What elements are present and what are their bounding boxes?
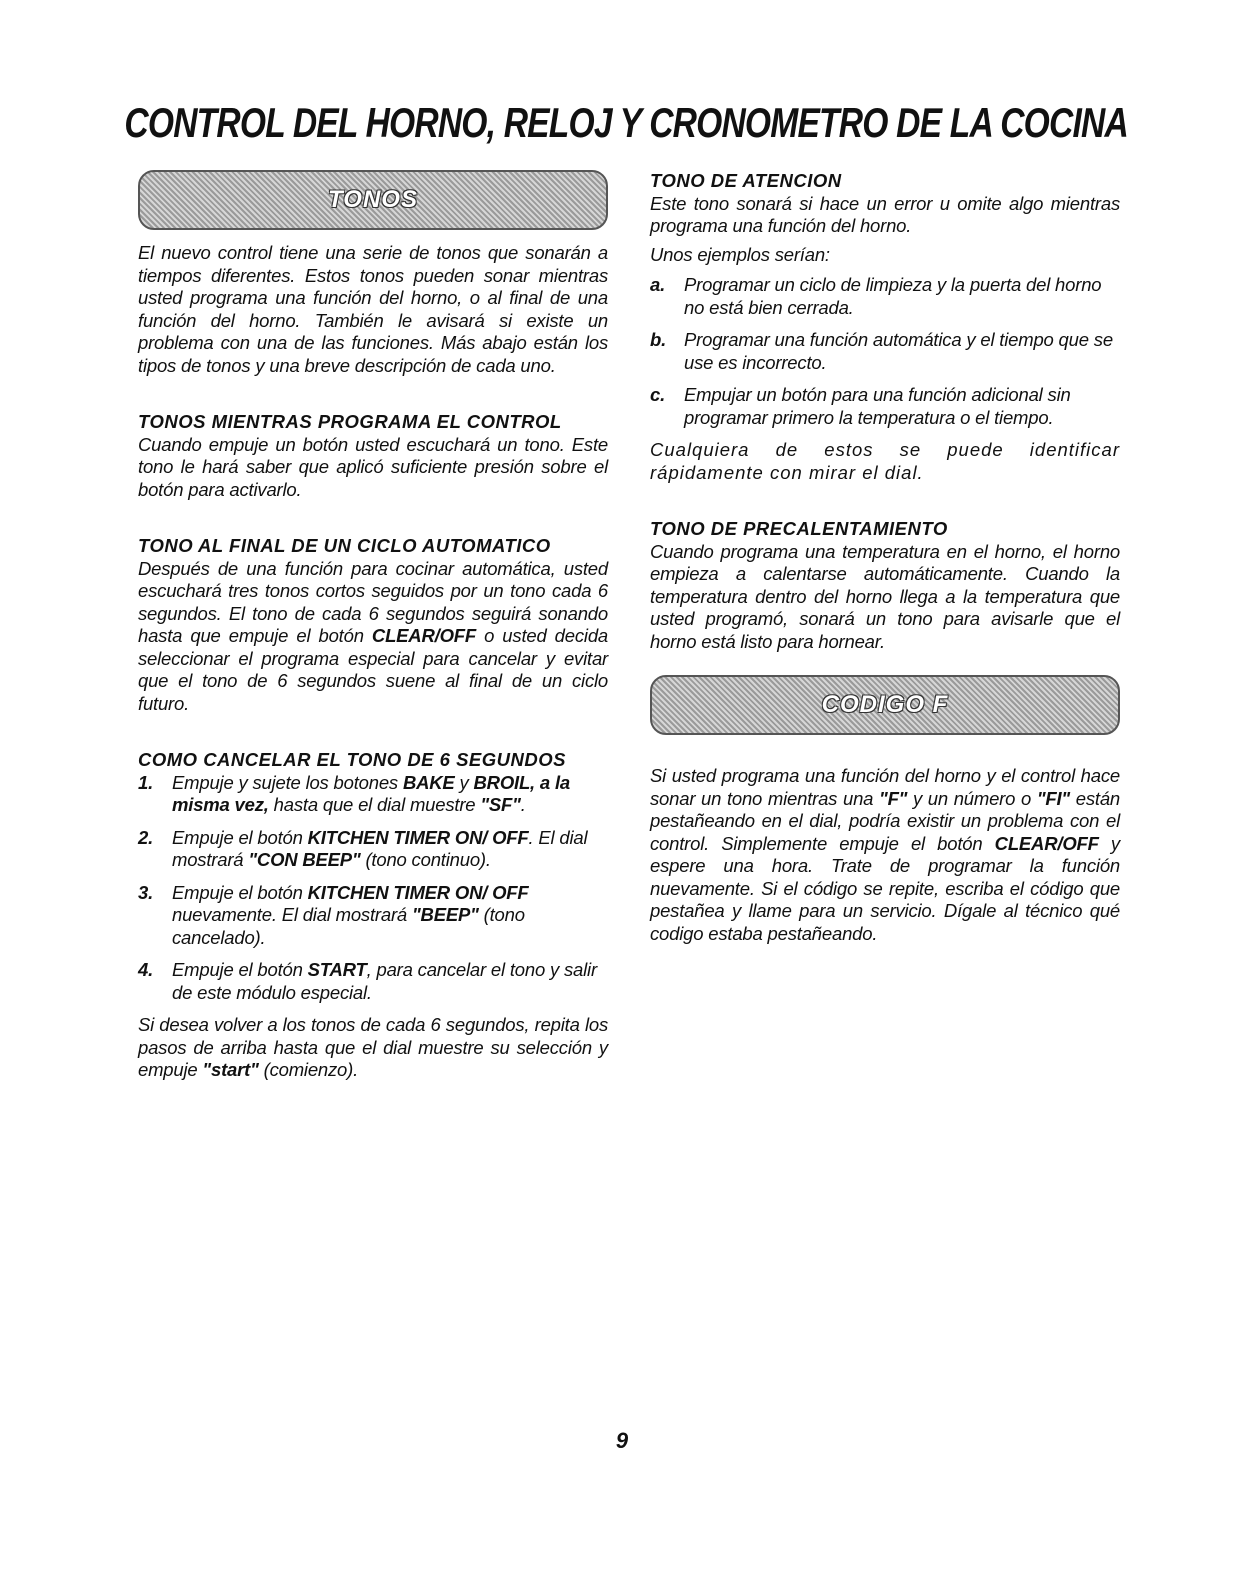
- codigo-banner: CODIGO F: [650, 675, 1120, 735]
- tonos-banner: TONOS: [138, 170, 608, 230]
- item-text: Programar un ciclo de limpieza y la puerta del horno no está bien cerrada.: [684, 274, 1102, 318]
- item-letter: a.: [650, 274, 666, 295]
- section-heading: TONO DE ATENCION: [650, 170, 842, 191]
- list-item: [650, 384, 1120, 429]
- tonos-intro: El nuevo control tiene una serie de tonos que sonarán a tiempos diferentes. Estos tonos pueden sonar mientras usted programa una función del horno, o al final de una función del horno. También le avisará si existe un problema con una de las funciones. Más abajo están los tipos de tonos y una breve descripción de cada uno.: [138, 242, 608, 376]
- section-text: Cuando empuje un botón usted escuchará un tono. Este tono le hará saber que aplicó suficiente presión sobre el botón para activarlo.: [138, 433, 608, 500]
- step-number: 2.: [138, 826, 154, 848]
- list-item: [650, 329, 1120, 374]
- left-column: [138, 170, 608, 1096]
- section-text: Este tono sonará si hace un error u omite algo mientras programa una función del horno.: [650, 192, 1120, 236]
- section-heading: TONO AL FINAL DE UN CICLO AUTOMATICO: [138, 535, 551, 556]
- list-item: [650, 274, 1120, 319]
- step-text: Empuje el botón KITCHEN TIMER ON/ OFF nuevamente. El dial mostrará "BEEP" (tono cancelado).: [172, 881, 529, 948]
- item-text: Programar una función automática y el tiempo que se use es incorrecto.: [684, 329, 1113, 373]
- examples-label: Unos ejemplos serían:: [650, 243, 830, 265]
- list-item: [138, 959, 608, 1004]
- step-text: Empuje el botón KITCHEN TIMER ON/ OFF. El dial mostrará "CON BEEP" (tono continuo).: [172, 826, 588, 870]
- step-text: Empuje el botón START, para cancelar el tono y salir de este módulo especial.: [172, 959, 597, 1003]
- step-text: Empuje y sujete los botones BAKE y BROIL, a la misma vez, hasta que el dial muestre "SF".: [172, 771, 570, 815]
- section-heading: TONO DE PRECALENTAMIENTO: [650, 518, 948, 539]
- list-item: [138, 772, 608, 817]
- text-run: o usted decida seleccionar el programa especial para cancelar y evitar que el tono de 6 segundos suene al final de un ciclo futuro.: [138, 625, 608, 714]
- page-title: CONTROL DEL HORNO, RELOJ Y CRONOMETRO DE LA COCINA: [124, 99, 1128, 146]
- section-text: [138, 558, 608, 716]
- bold-run: CLEAR/OFF: [371, 625, 476, 646]
- step-number: 3.: [138, 881, 154, 903]
- right-column: [650, 170, 1120, 959]
- examples-list: [650, 274, 1120, 429]
- section-heading: TONOS MIENTRAS PROGRAMA EL CONTROL: [138, 411, 562, 432]
- text-run: Después de una función para cocinar automática, usted escuchará tres tonos cortos seguidos por un tono cada 6 segundos. El tono de cada 6 segundos seguirá sonando hasta que empuje el botón: [138, 557, 608, 646]
- item-letter: c.: [650, 384, 666, 405]
- section-heading: COMO CANCELAR EL TONO DE 6 SEGUNDOS: [138, 749, 566, 770]
- section-text: Cualquiera de estos se puede identificar rápidamente con mirar el dial.: [650, 439, 1120, 483]
- section-text: Cuando programa una temperatura en el horno, el horno empieza a calentarse automáticamente. Cuando la temperatura dentro del horno llega a la temperatura que usted programó, sonará un tono para avisarle que el horno está listo para hornear.: [650, 540, 1120, 652]
- list-item: [138, 827, 608, 872]
- item-letter: b.: [650, 329, 667, 350]
- section-text: Si desea volver a los tonos de cada 6 segundos, repita los pasos de arriba hasta que el dial muestre su selección y empuje "start" (comienzo).: [138, 1014, 608, 1080]
- step-number: 4.: [138, 959, 154, 980]
- step-number: 1.: [138, 771, 154, 793]
- section-text: Si usted programa una función del horno y el control hace sonar un tono mientras una "F" y un número o "FI" están pestañeando en el dial, podría existir un problema con el control. Simplemente empuje el botón CLEAR/OFF y espere una hora. Trate de programar la función nuevamente. Si el código se repite, escriba el código que pestañea y llame para un servicio. Dígale al técnico qué codigo estaba pestañeando.: [650, 765, 1121, 944]
- item-text: Empujar un botón para una función adicional sin programar primero la temperatura o el tiempo.: [684, 384, 1071, 428]
- steps-list: [138, 772, 608, 1005]
- list-item: [138, 882, 608, 950]
- page-number: 9: [615, 1428, 629, 1453]
